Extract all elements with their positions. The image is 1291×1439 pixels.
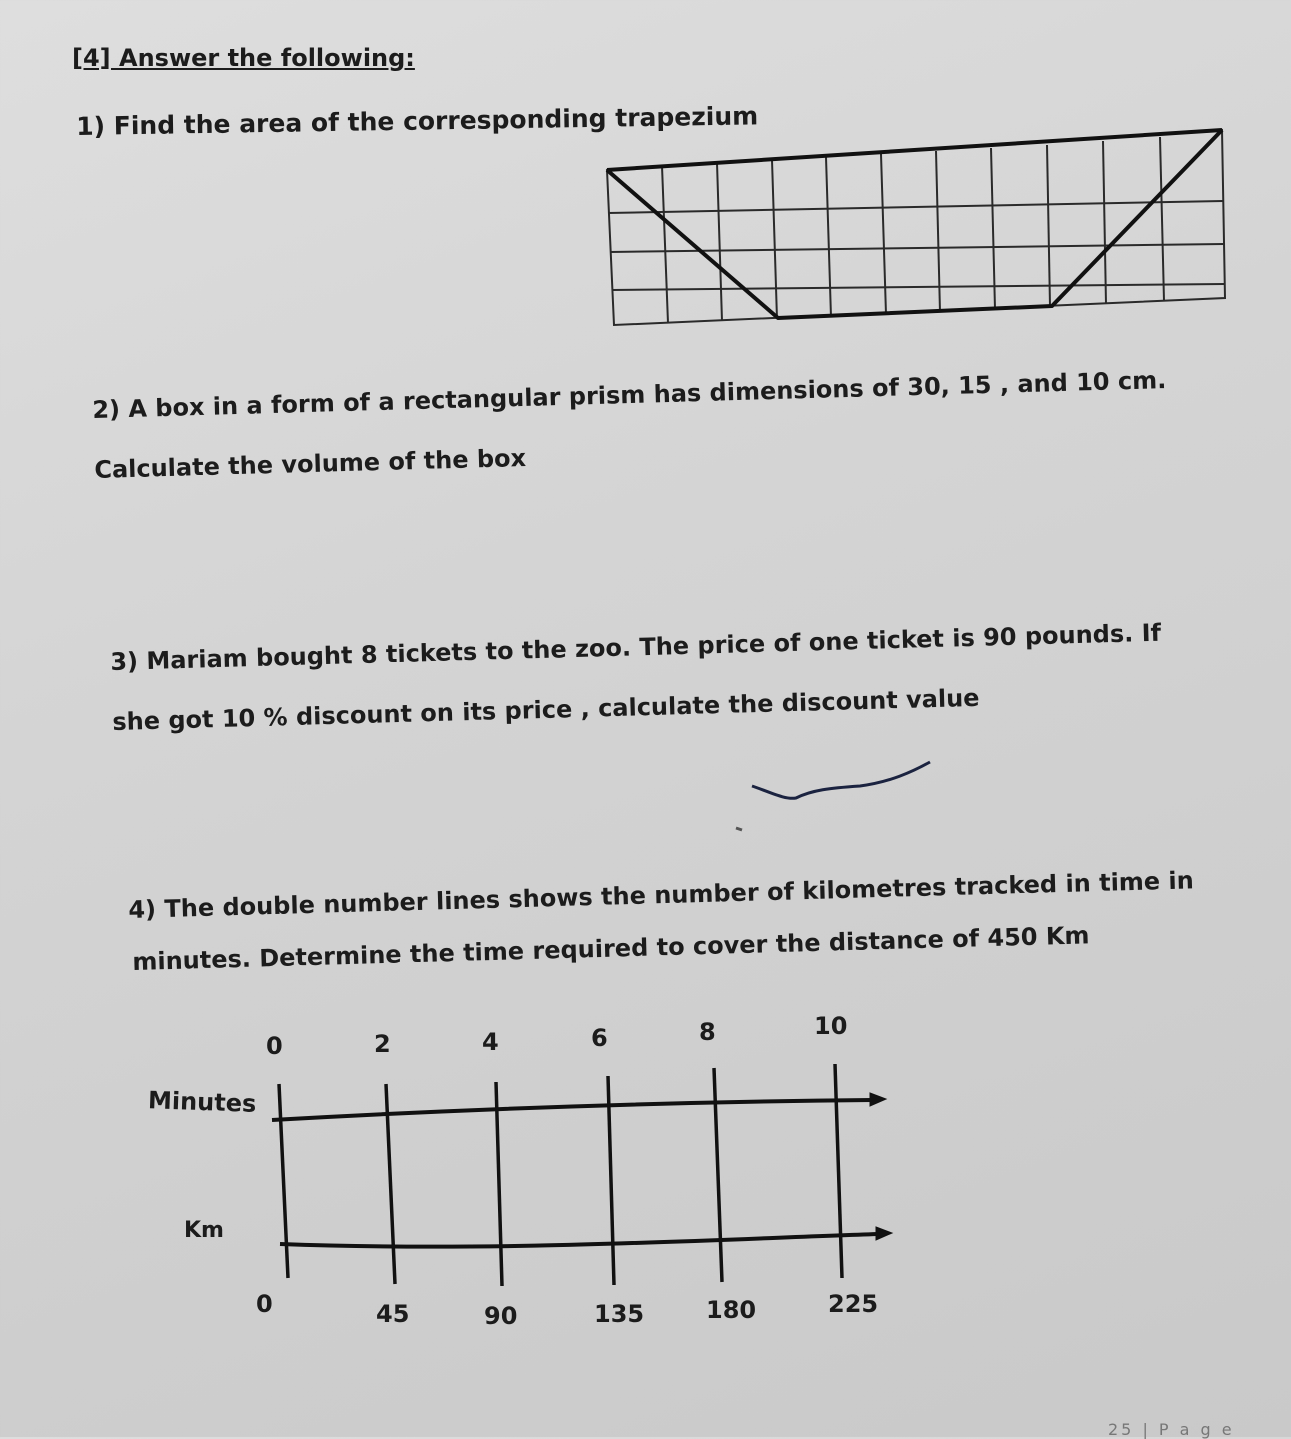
question-4-line-2: minutes. Determine the time required to cover the distance of 450 Km	[132, 921, 1090, 976]
question-3-line-1: 3) Mariam bought 8 tickets to the zoo. The price of one ticket is 90 pounds. If	[110, 618, 1162, 676]
pen-scribble	[752, 762, 930, 798]
minutes-tick-label: 8	[699, 1018, 716, 1046]
km-tick-label: 45	[376, 1300, 410, 1328]
km-axis-label: Km	[184, 1218, 224, 1243]
question-2-line-1: 2) A box in a form of a rectangular prism has dimensions of 30, 15 , and 10 cm.	[92, 366, 1167, 424]
minutes-tick-label: 2	[374, 1030, 391, 1058]
km-tick-label: 135	[594, 1300, 645, 1328]
question-2-line-2: Calculate the volume of the box	[94, 443, 527, 484]
minutes-tick-label: 6	[591, 1024, 608, 1052]
page-number: 25 | P a g e	[1108, 1420, 1235, 1439]
question-3-line-2: she got 10 % discount on its price , calculate the discount value	[112, 683, 980, 736]
minutes-tick-label: 10	[814, 1012, 848, 1040]
double-number-line	[272, 1064, 892, 1286]
trapezium-grid	[607, 130, 1225, 325]
minutes-axis-label: Minutes	[147, 1086, 257, 1118]
km-tick-label: 225	[828, 1290, 879, 1318]
minutes-tick-label: 0	[266, 1032, 283, 1060]
question-4-line-1: 4) The double number lines shows the number of kilometres tracked in time in	[128, 866, 1195, 924]
km-tick-label: 180	[706, 1296, 757, 1324]
km-tick-label: 0	[256, 1290, 273, 1318]
minutes-tick-label: 4	[482, 1028, 499, 1056]
km-tick-label: 90	[484, 1302, 518, 1330]
question-1: 1) Find the area of the corresponding trapezium	[76, 101, 759, 141]
section-heading: [4] Answer the following:	[72, 44, 415, 72]
pen-dot	[736, 828, 742, 830]
